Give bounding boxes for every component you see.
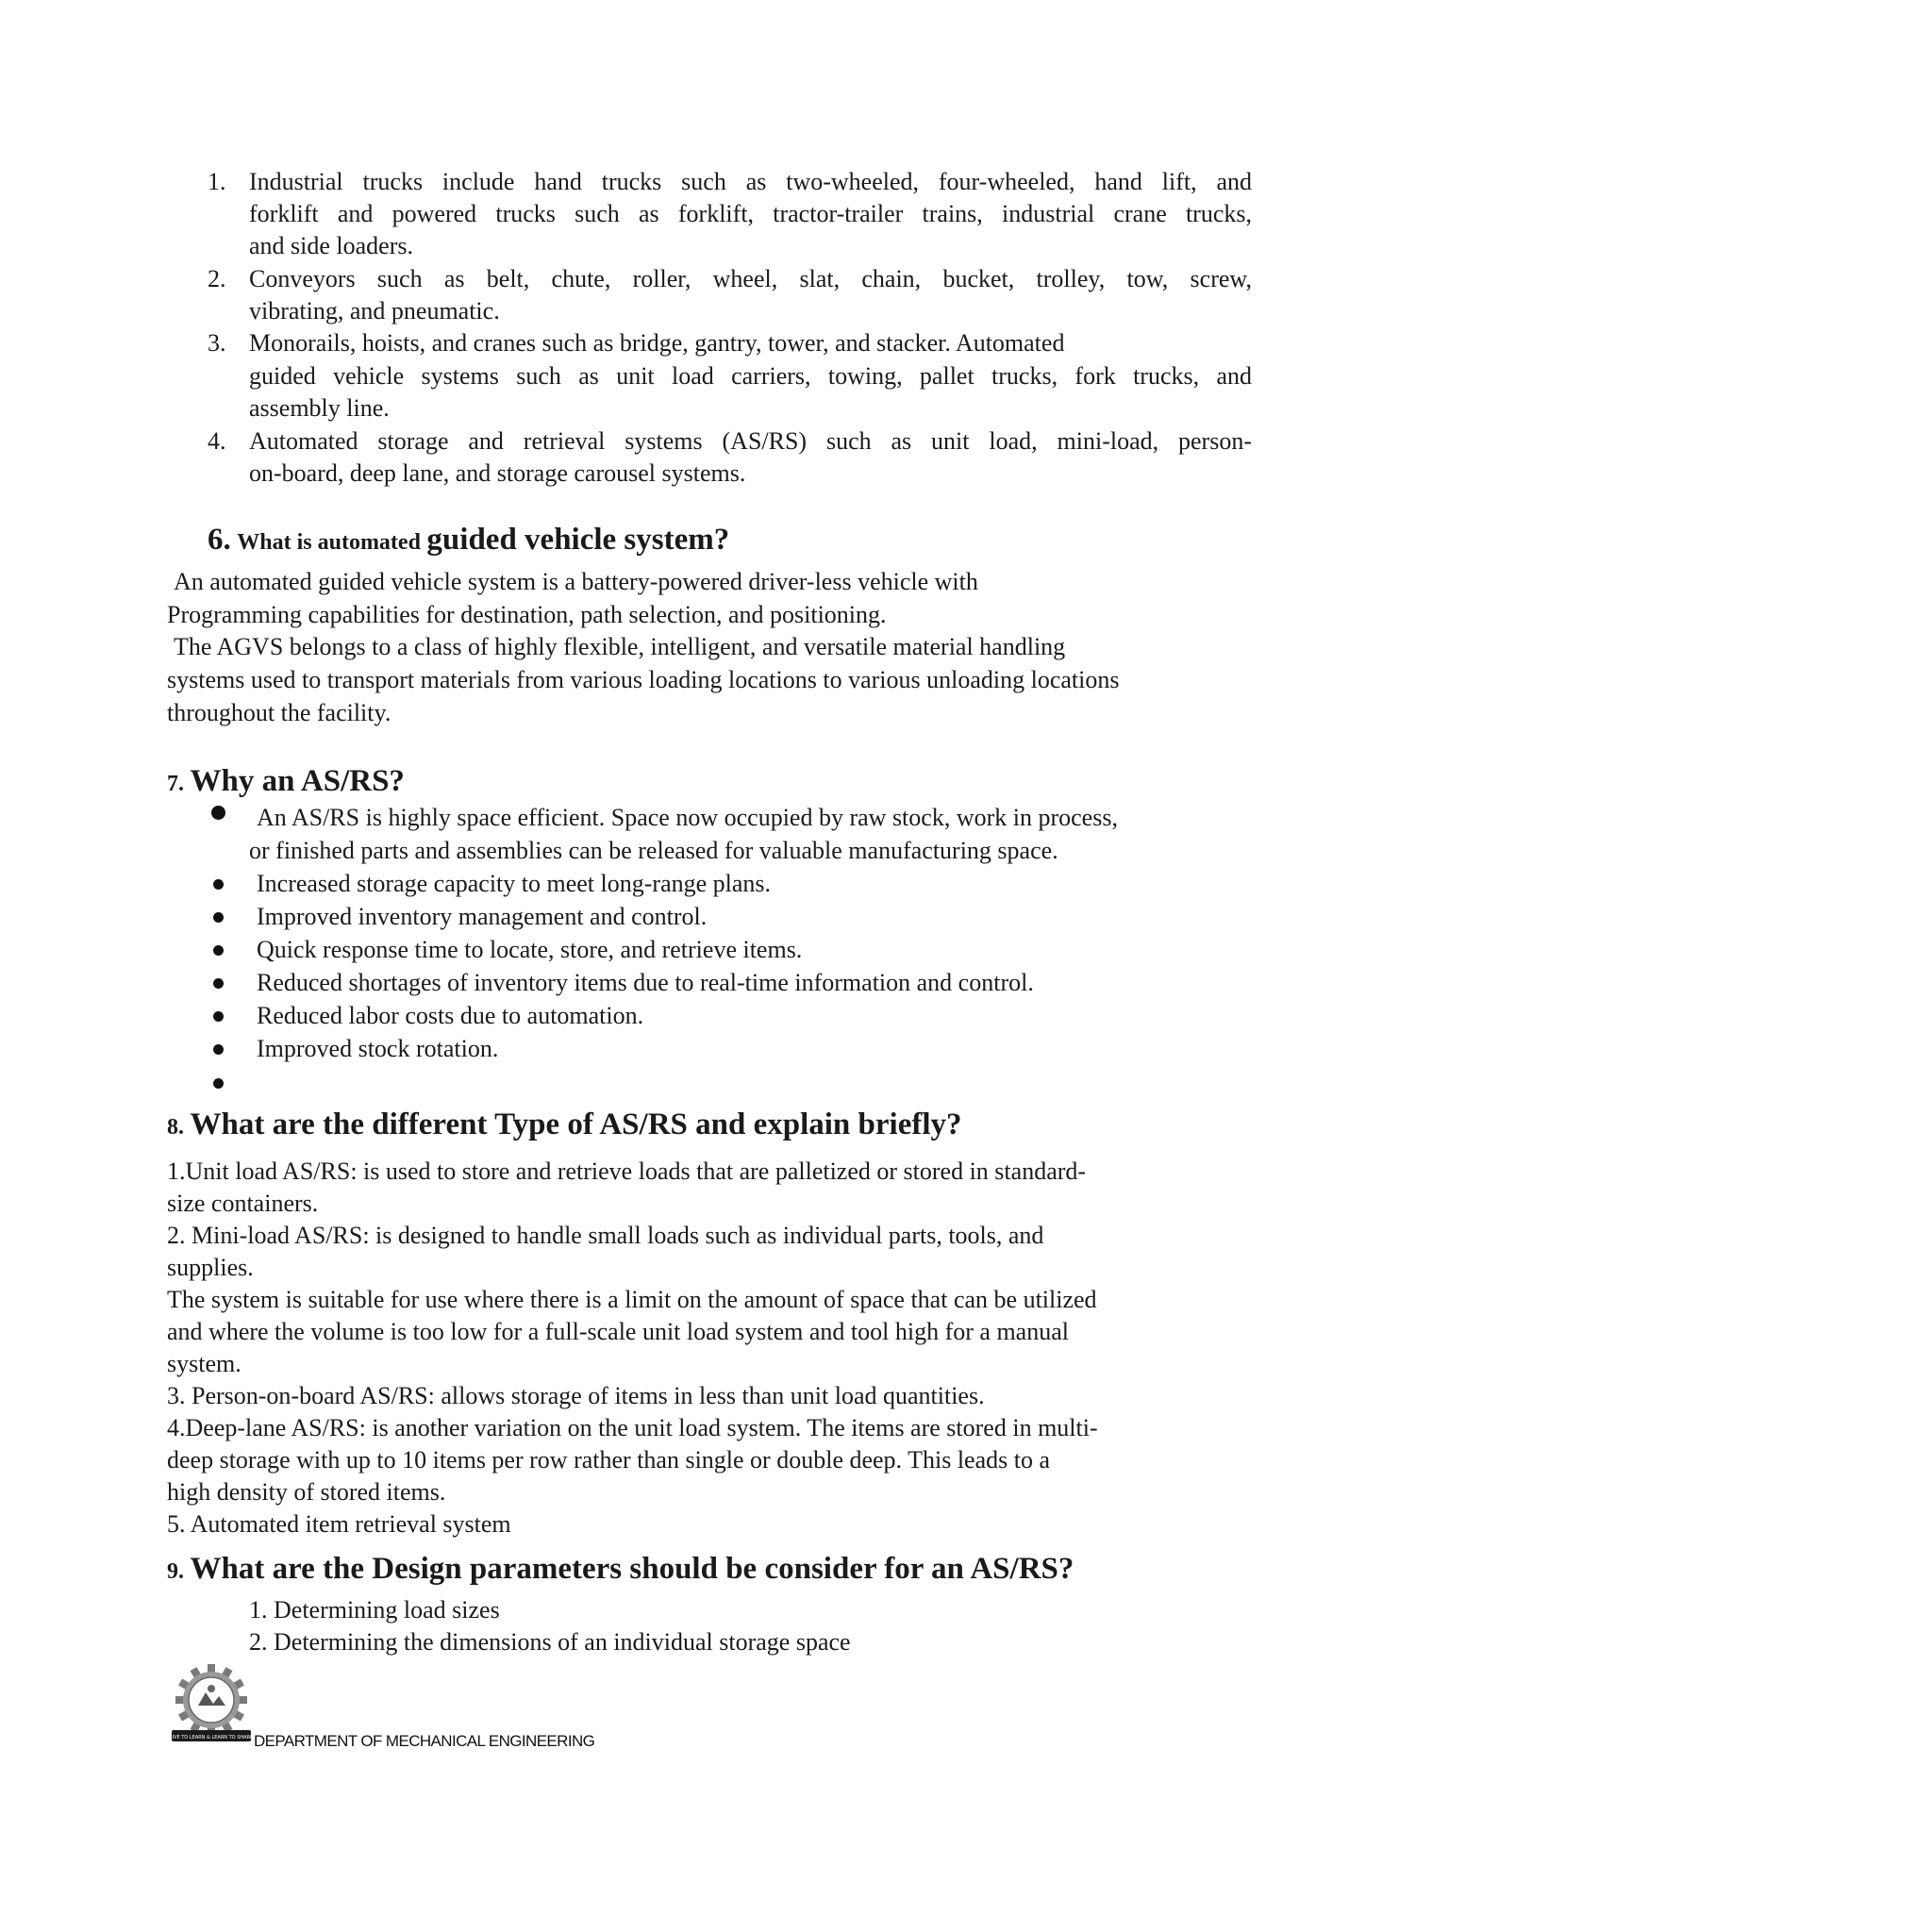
list-item: 1. Determining load sizes	[249, 1596, 500, 1624]
list-item: 2. Determining the dimensions of an individual storage space	[249, 1628, 851, 1656]
list-number: 2.	[208, 265, 226, 292]
college-emblem-icon	[168, 1664, 255, 1751]
list-item-line: on-board, deep lane, and storage carousel systems.	[249, 459, 746, 487]
q6-title-large: guided vehicle system?	[426, 523, 730, 557]
paragraph-line: and where the volume is too low for a full-scale unit load system and tool high for a manual	[167, 1318, 1069, 1345]
q8-heading	[167, 1106, 962, 1146]
bullet-icon	[213, 912, 224, 923]
paragraph-line: 3. Person-on-board AS/RS: allows storage of items in less than unit load quantities.	[167, 1382, 985, 1409]
list-item-line: Conveyors such as belt, chute, roller, wheel, slat, chain, bucket, trolley, tow, screw,	[249, 265, 1252, 292]
list-item-line: Automated storage and retrieval systems (AS/RS) such as unit load, mini-load, person-	[249, 427, 1252, 455]
bullet-icon	[213, 1078, 224, 1089]
list-item-line: assembly line.	[249, 394, 390, 422]
paragraph-line: throughout the facility.	[167, 699, 391, 726]
bullet-text: Reduced labor costs due to automation.	[257, 1002, 644, 1029]
paragraph-line: 4.Deep-lane AS/RS: is another variation on the unit load system. The items are stored in multi-	[167, 1414, 1098, 1441]
paragraph-line: systems used to transport materials from various loading locations to various unloading locations	[167, 666, 1120, 693]
paragraph-line: The system is suitable for use where there is a limit on the amount of space that can be utilized	[167, 1286, 1097, 1313]
bullet-icon	[213, 879, 224, 890]
bullet-text: An AS/RS is highly space efficient. Space now occupied by raw stock, work in process,	[257, 804, 1118, 831]
bullet-icon	[213, 978, 224, 989]
paragraph-line: 2. Mini-load AS/RS: is designed to handle small loads such as individual parts, tools, and	[167, 1222, 1044, 1249]
question-number: 9.	[167, 1559, 184, 1584]
list-item-line: Industrial trucks include hand trucks such as two-wheeled, four-wheeled, hand lift, and	[249, 168, 1252, 195]
list-item-line: Monorails, hoists, and cranes such as bridge, gantry, tower, and stacker. Automated	[249, 329, 1065, 357]
bullet-text: Quick response time to locate, store, and retrieve items.	[257, 936, 803, 963]
q7-title: Why an AS/RS?	[190, 764, 405, 798]
bullet-text: Increased storage capacity to meet long-range plans.	[257, 870, 772, 897]
paragraph-line: 1.Unit load AS/RS: is used to store and retrieve loads that are palletized or stored in standard-	[167, 1158, 1087, 1185]
bullet-text: or finished parts and assemblies can be released for valuable manufacturing space.	[249, 837, 1058, 864]
bullet-icon	[213, 945, 224, 956]
paragraph-line: The AGVS belongs to a class of highly flexible, intelligent, and versatile material handling	[174, 633, 1066, 660]
question-number: 6.	[208, 523, 231, 557]
question-number: 8.	[167, 1115, 184, 1140]
paragraph-line: 5. Automated item retrieval system	[167, 1510, 511, 1538]
paragraph-line: high density of stored items.	[167, 1478, 446, 1506]
paragraph-line: system.	[167, 1350, 242, 1377]
bullet-icon	[213, 1011, 224, 1022]
paragraph-line: deep storage with up to 10 items per row rather than single or double deep. This leads to a	[167, 1446, 1050, 1474]
paragraph-line: Programming capabilities for destination, path selection, and positioning.	[167, 601, 887, 628]
list-item-line: and side loaders.	[249, 232, 414, 259]
bullet-icon	[211, 806, 225, 820]
list-item-line: guided vehicle systems such as unit load carriers, towing, pallet trucks, fork trucks, and	[249, 362, 1252, 390]
department-name: DEPARTMENT OF MECHANICAL ENGINEERING	[254, 1732, 595, 1750]
list-number: 1.	[208, 168, 226, 195]
bullet-icon	[213, 1044, 224, 1055]
q6-heading	[208, 521, 729, 561]
paragraph-line: size containers.	[167, 1190, 319, 1217]
q6-title-small: What is automated	[237, 530, 421, 555]
q7-heading	[167, 762, 405, 803]
q9-title: What are the Design parameters should be consider for an AS/RS?	[190, 1552, 1074, 1586]
logo-motto: LIVE TO LEARN & LEARN TO SHARE	[169, 1735, 254, 1740]
bullet-text: Reduced shortages of inventory items due to real-time information and control.	[257, 969, 1034, 996]
list-item-line: forklift and powered trucks such as forklift, tractor-trailer trains, industrial crane trucks,	[249, 200, 1252, 227]
paragraph-line: supplies.	[167, 1254, 254, 1281]
question-number: 7.	[167, 772, 184, 796]
bullet-text: Improved inventory management and control.	[257, 903, 708, 930]
list-number: 4.	[208, 427, 226, 455]
list-number: 3.	[208, 329, 226, 357]
q9-heading	[167, 1550, 1074, 1591]
list-item-line: vibrating, and pneumatic.	[249, 297, 500, 325]
paragraph-line: An automated guided vehicle system is a battery-powered driver-less vehicle with	[174, 568, 978, 595]
bullet-text: Improved stock rotation.	[257, 1035, 499, 1062]
q8-title: What are the different Type of AS/RS and explain briefly?	[190, 1108, 962, 1141]
